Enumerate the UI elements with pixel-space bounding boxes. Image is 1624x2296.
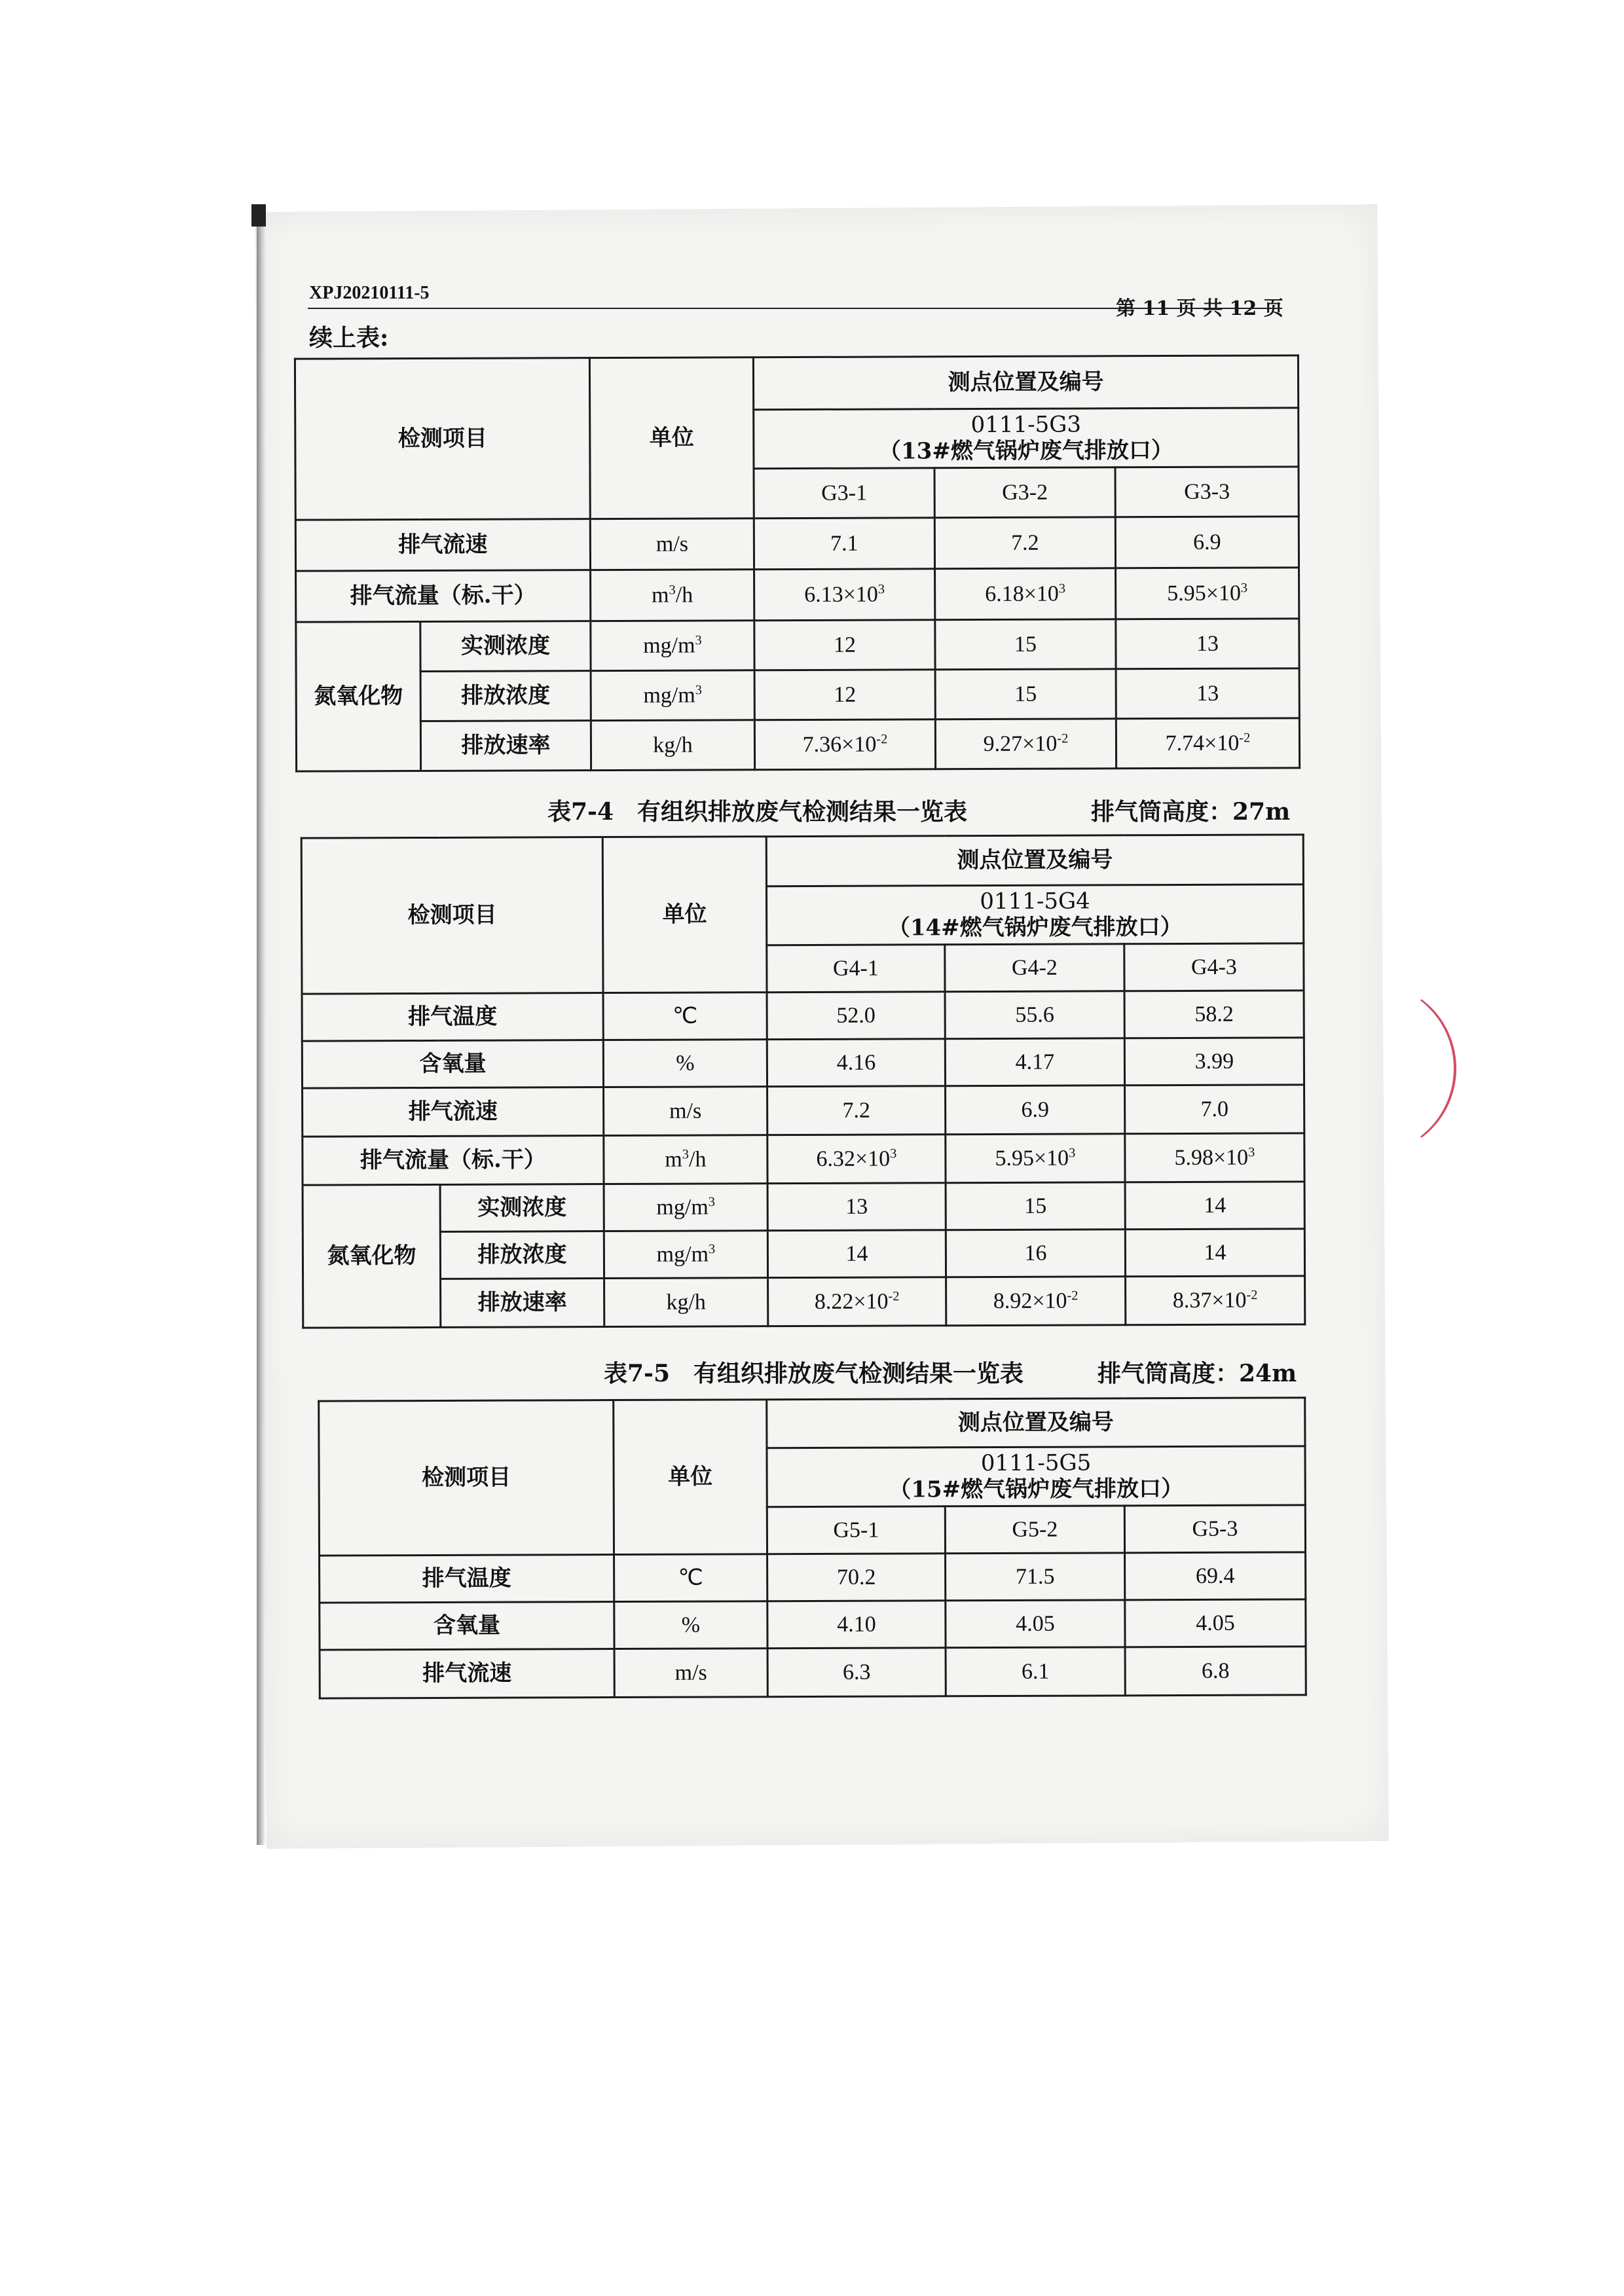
stack-height: 排气筒高度：24m — [1098, 1360, 1297, 1387]
results-table-g5 — [318, 1396, 1307, 1699]
binding-mark — [251, 204, 266, 227]
value-cell: $7.74\times 10^{-2}$ — [1116, 718, 1299, 769]
unit-cell: % — [614, 1601, 767, 1649]
value-cell: 7.2 — [934, 517, 1115, 569]
row-label: 实测浓度 — [440, 1184, 604, 1232]
point-description: （13#燃气锅炉废气排放口） — [878, 437, 1173, 465]
unit-cell: m/s — [590, 519, 754, 570]
point-id-cell — [754, 408, 1299, 469]
value-cell: 13 — [1116, 619, 1299, 669]
unit-cell: $mg/m^3$ — [591, 670, 754, 721]
value-cell: 70.2 — [767, 1554, 946, 1601]
row-label: 排气温度 — [320, 1555, 614, 1603]
value-cell: $7.36\times 10^{-2}$ — [754, 720, 935, 770]
sample-id: G5-1 — [767, 1506, 945, 1554]
header-point: 测点位置及编号 — [766, 835, 1303, 886]
sample-id: G3-1 — [754, 468, 934, 519]
header-item: 检测项目 — [295, 358, 590, 520]
value-cell: 14 — [1125, 1182, 1304, 1230]
value-cell: 55.6 — [945, 991, 1124, 1039]
sample-id: G3-3 — [1115, 467, 1299, 517]
unit-cell: $m^3/h$ — [604, 1135, 767, 1184]
value-cell: 4.17 — [945, 1038, 1124, 1086]
results-table-g4 — [301, 833, 1306, 1328]
value-cell: 7.1 — [754, 518, 934, 570]
group-label: 氮氧化物 — [296, 622, 421, 772]
value-cell: 6.9 — [946, 1085, 1125, 1135]
document-id: XPJ20210111-5 — [309, 283, 430, 303]
unit-cell: $mg/m^3$ — [604, 1231, 767, 1279]
value-cell: $8.37\times 10^{-2}$ — [1126, 1276, 1305, 1325]
value-cell: 7.2 — [767, 1086, 946, 1135]
value-cell: 13 — [1116, 668, 1299, 719]
value-cell: 4.10 — [767, 1601, 946, 1649]
unit-cell: $mg/m^3$ — [591, 621, 754, 671]
value-cell: $6.18\times 10^3$ — [935, 568, 1116, 620]
header-rule — [308, 308, 1282, 309]
row-label: 排放浓度 — [420, 671, 591, 721]
row-label: 排气流量（标.干） — [303, 1136, 604, 1186]
value-cell: 13 — [767, 1183, 946, 1231]
value-cell: 4.05 — [1125, 1599, 1306, 1647]
page-edge-shadow — [257, 208, 266, 1845]
unit-cell: kg/h — [604, 1278, 768, 1327]
unit-cell: m/s — [604, 1087, 767, 1136]
page-number: 第 11 页 共 12 页 — [1116, 297, 1283, 320]
value-cell: $5.98\times 10^3$ — [1125, 1133, 1304, 1182]
value-cell: 69.4 — [1125, 1552, 1306, 1600]
row-label: 排气流量（标.干） — [296, 570, 591, 623]
value-cell: 14 — [767, 1230, 946, 1278]
value-cell: 6.3 — [767, 1648, 946, 1697]
row-label: 含氧量 — [320, 1602, 614, 1650]
value-cell: 16 — [946, 1230, 1125, 1277]
row-label: 实测浓度 — [420, 621, 591, 672]
unit-cell: $m^3/h$ — [591, 570, 754, 621]
sample-id: G5-3 — [1124, 1505, 1305, 1553]
group-label: 氮氧化物 — [303, 1184, 441, 1328]
red-seal-stamp-edge — [1336, 982, 1456, 1155]
value-cell: 3.99 — [1124, 1038, 1304, 1085]
continued-label: 续上表: — [309, 324, 389, 352]
value-cell: 12 — [754, 670, 935, 720]
header-point: 测点位置及编号 — [767, 1398, 1305, 1448]
point-description: （14#燃气锅炉废气排放口） — [887, 913, 1183, 941]
row-label: 排气流速 — [320, 1649, 614, 1699]
value-cell: $8.22\times 10^{-2}$ — [768, 1277, 946, 1326]
value-cell: 52.0 — [767, 992, 945, 1040]
value-cell: $5.95\times 10^3$ — [1116, 568, 1299, 619]
value-cell: 4.16 — [767, 1039, 945, 1087]
sample-id: G5-2 — [945, 1506, 1124, 1554]
value-cell: 6.9 — [1115, 517, 1299, 568]
point-code: 0111-5G3 — [970, 411, 1082, 439]
value-cell: $5.95\times 10^3$ — [946, 1134, 1125, 1183]
row-label: 含氧量 — [302, 1040, 603, 1089]
point-description: （15#燃气锅炉废气排放口） — [889, 1475, 1184, 1503]
row-label: 排气温度 — [302, 993, 603, 1042]
point-id-cell — [766, 884, 1303, 945]
header-point: 测点位置及编号 — [753, 355, 1298, 410]
row-label: 排放速率 — [420, 721, 591, 771]
value-cell: 15 — [935, 619, 1116, 670]
unit-cell: m/s — [614, 1649, 767, 1698]
table-caption: 表7-4 有组织排放废气检测结果一览表 — [547, 798, 968, 826]
point-code: 0111-5G5 — [980, 1449, 1092, 1477]
value-cell: 6.8 — [1125, 1647, 1306, 1696]
stack-height: 排气筒高度：27m — [1091, 798, 1291, 826]
header-item: 检测项目 — [319, 1400, 614, 1556]
row-label: 排放速率 — [441, 1279, 604, 1328]
header-unit: 单位 — [602, 837, 767, 993]
value-cell: 6.1 — [946, 1647, 1125, 1696]
table-caption: 表7-5 有组织排放废气检测结果一览表 — [604, 1360, 1024, 1387]
unit-cell: ℃ — [603, 993, 767, 1040]
header-item: 检测项目 — [301, 837, 603, 994]
value-cell: 12 — [754, 620, 935, 670]
sample-id: G4-2 — [945, 944, 1124, 992]
unit-cell: kg/h — [591, 720, 754, 771]
point-id-cell — [767, 1446, 1305, 1507]
value-cell: $9.27\times 10^{-2}$ — [935, 719, 1116, 769]
value-cell: 14 — [1125, 1229, 1304, 1277]
value-cell: 15 — [935, 669, 1116, 720]
value-cell: 15 — [946, 1182, 1125, 1230]
header-unit: 单位 — [589, 357, 754, 519]
value-cell: 7.0 — [1125, 1085, 1304, 1134]
value-cell: 4.05 — [946, 1600, 1125, 1648]
sample-id: G4-3 — [1124, 943, 1304, 991]
sample-id: G4-1 — [767, 945, 945, 993]
results-table-g3 — [294, 354, 1301, 772]
point-code: 0111-5G4 — [980, 888, 1090, 915]
value-cell: 58.2 — [1124, 991, 1304, 1038]
sample-id: G3-2 — [934, 467, 1115, 518]
row-label: 排气流速 — [295, 519, 590, 572]
unit-cell: $mg/m^3$ — [604, 1184, 767, 1231]
value-cell: $6.13\times 10^3$ — [754, 569, 935, 621]
unit-cell: % — [603, 1040, 767, 1087]
row-label: 排放浓度 — [440, 1231, 604, 1279]
value-cell: 71.5 — [946, 1553, 1125, 1601]
unit-cell: ℃ — [614, 1554, 767, 1602]
value-cell: $6.32\times 10^3$ — [767, 1135, 946, 1184]
row-label: 排气流速 — [303, 1087, 604, 1137]
value-cell: $8.92\times 10^{-2}$ — [946, 1277, 1126, 1326]
header-unit: 单位 — [614, 1400, 767, 1555]
